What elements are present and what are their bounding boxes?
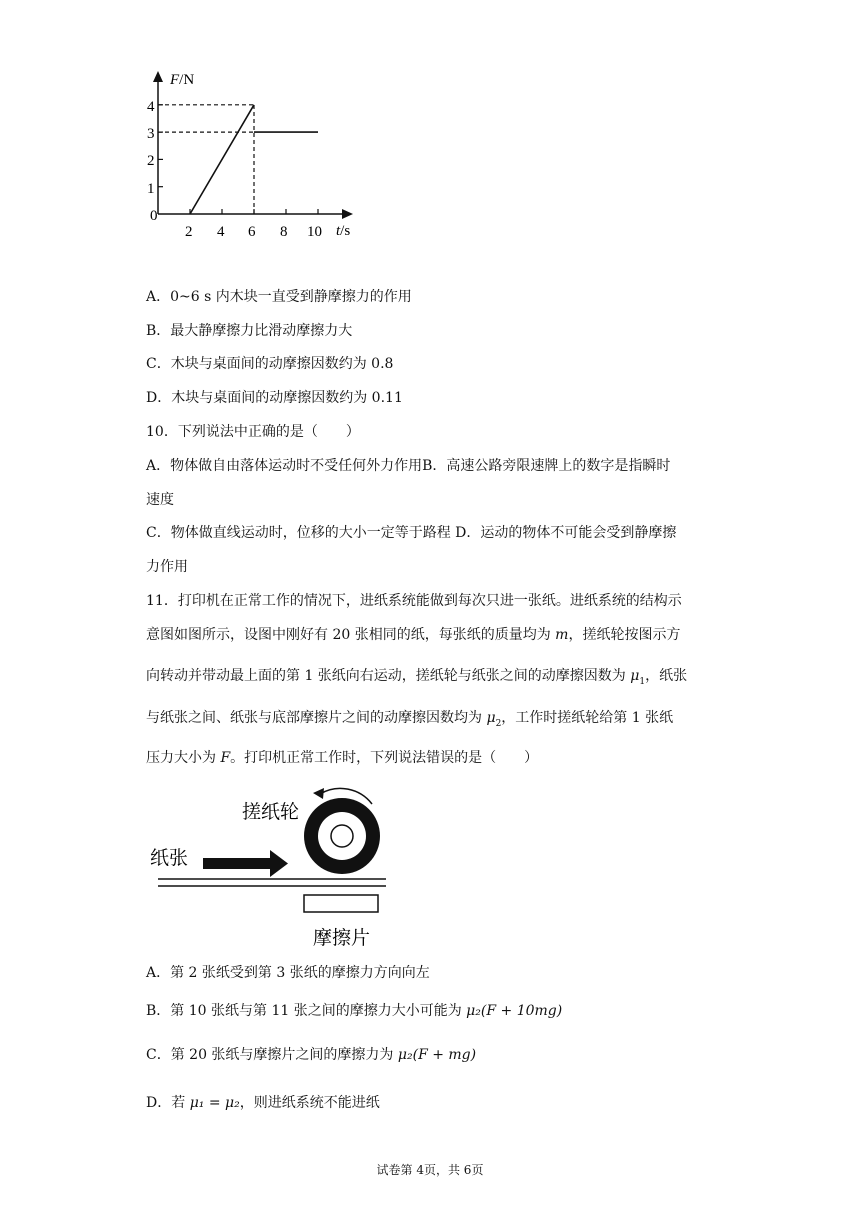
paper-arrow-shaft [203,858,273,869]
q11-line-3: 向转动并带动最上面的第 1 张纸向右运动，搓纸轮与纸张之间的动摩擦因数为 $\mu_1$，纸张 [146,668,688,687]
paper-feed-diagram [140,780,400,950]
q11-option-b: B．第 10 张纸与第 11 张之间的摩擦力大小可能为 μ₂(F + 10mg) [146,1003,563,1019]
y-tick-label: 4 [147,99,155,115]
paper-arrow-head-icon [270,850,288,877]
q9-option-a: A．0~6 s 内木块一直受到静摩擦力的作用 [146,289,412,305]
q11-line-5: 压力大小为 F。打印机正常工作时，下列说法错误的是（ ） [146,750,539,766]
q9-option-d: D．木块与桌面间的动摩擦因数约为 0.11 [146,390,403,406]
mu2-symbol: μ [486,710,496,726]
force-symbol: F [220,750,231,766]
mass-symbol: m [555,627,569,643]
y-tick-label: 0 [150,208,158,224]
paper-label: 纸张 [150,847,189,869]
q11-line-1: 11．打印机在正常工作的情况下，进纸系统能做到每次只进一张纸。进纸系统的结构示 [146,593,682,609]
q10-line-3: C．物体做直线运动时，位移的大小一定等于路程 D．运动的物体不可能会受到静摩擦 [146,525,677,541]
force-time-graph [140,62,370,242]
q11-option-a: A．第 2 张纸受到第 3 张纸的摩擦力方向向左 [146,965,430,981]
page-footer: 试卷第 4页，共 6页 [376,1163,484,1177]
q11-line-4: 与纸张之间、纸张与底部摩擦片之间的动摩擦因数均为 $\mu_2$，工作时搓纸轮给第 1 张纸 [146,710,674,729]
y-tick-label: 2 [147,153,155,169]
x-tick-label: 2 [185,224,193,240]
x-tick-label: 6 [248,224,256,240]
q10-line-4: 力作用 [146,559,188,575]
friction-pad [304,895,378,912]
q9-option-b: B．最大静摩擦力比滑动摩擦力大 [146,323,353,339]
y-axis-arrow-icon [153,71,163,82]
q11-option-d: D．若 μ₁ = μ₂，则进纸系统不能进纸 [146,1095,380,1111]
option-b-formula: μ₂(F + 10mg) [466,1003,563,1019]
rotation-arrowhead-icon [313,788,324,799]
option-c-formula: μ₂(F + mg) [397,1047,477,1063]
q10-stem: 10．下列说法中正确的是（ ） [146,424,360,440]
x-tick-label: 10 [307,224,322,240]
q11-option-c: C．第 20 张纸与摩擦片之间的摩擦力为 μ₂(F + mg) [146,1047,477,1063]
roller-label: 搓纸轮 [242,801,300,823]
x-axis-label: t/s [336,223,351,239]
x-axis-arrow-icon [342,209,353,219]
q10-line-2: 速度 [146,492,174,508]
roller-hub [331,825,353,847]
q11-line-2: 意图如图所示，设图中刚好有 20 张相同的纸，每张纸的质量均为 m，搓纸轮按图示方 [146,627,681,643]
x-tick-label: 4 [217,224,225,240]
force-line-segment [190,105,254,214]
x-tick-label: 8 [280,224,288,240]
y-tick-label: 1 [147,181,155,197]
y-axis-label: F/N [170,72,195,88]
pad-label: 摩擦片 [313,927,371,949]
q10-line-1: A．物体做自由落体运动时不受任何外力作用B．高速公路旁限速牌上的数字是指瞬时 [146,458,671,474]
y-tick-label: 3 [147,126,155,142]
q9-option-c: C．木块与桌面间的动摩擦因数约为 0.8 [146,356,394,372]
option-d-formula: μ₁ = μ₂ [189,1095,240,1111]
mu1-symbol: μ [630,668,640,684]
